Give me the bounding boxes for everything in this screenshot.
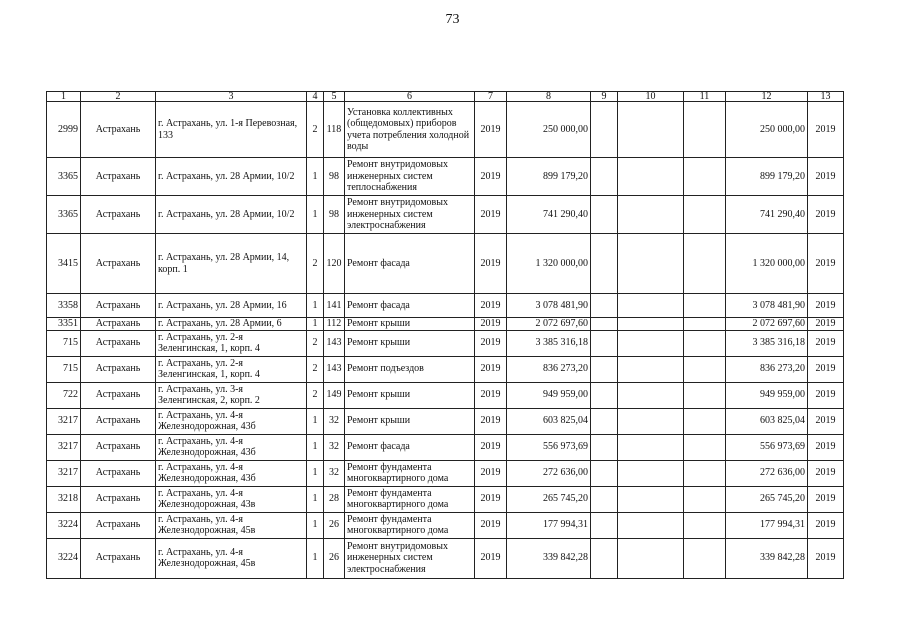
address-cell: г. Астрахань, ул. 4-я Железнодорожная, 45в bbox=[156, 538, 307, 578]
floors-cell: 1 bbox=[307, 408, 324, 434]
end-year-cell: 2019 bbox=[808, 294, 844, 318]
number-cell: 28 bbox=[324, 486, 345, 512]
empty-cell bbox=[684, 382, 726, 408]
city-cell: Астрахань bbox=[81, 382, 156, 408]
work-type-cell: Ремонт фасада bbox=[345, 434, 475, 460]
city-cell: Астрахань bbox=[81, 234, 156, 294]
cost-cell: 3 385 316,18 bbox=[507, 330, 591, 356]
cost-cell: 603 825,04 bbox=[507, 408, 591, 434]
empty-cell bbox=[591, 318, 618, 331]
table-row bbox=[47, 234, 844, 294]
table-row bbox=[47, 512, 844, 538]
year-cell: 2019 bbox=[475, 196, 507, 234]
column-header-6: 6 bbox=[345, 92, 475, 102]
column-header-5: 5 bbox=[324, 92, 345, 102]
cost-cell: 177 994,31 bbox=[507, 512, 591, 538]
empty-cell bbox=[684, 158, 726, 196]
total-cell: 339 842,28 bbox=[726, 538, 808, 578]
column-header-4: 4 bbox=[307, 92, 324, 102]
city-cell: Астрахань bbox=[81, 486, 156, 512]
city-cell: Астрахань bbox=[81, 294, 156, 318]
row-id: 722 bbox=[47, 382, 81, 408]
empty-cell bbox=[618, 234, 684, 294]
city-cell: Астрахань bbox=[81, 330, 156, 356]
work-type-cell: Ремонт внутридомовых инженерных систем электроснабжения bbox=[345, 538, 475, 578]
cost-cell: 339 842,28 bbox=[507, 538, 591, 578]
number-cell: 141 bbox=[324, 294, 345, 318]
empty-cell bbox=[684, 538, 726, 578]
address-cell: г. Астрахань, ул. 3-я Зеленгинская, 2, корп. 2 bbox=[156, 382, 307, 408]
number-cell: 143 bbox=[324, 330, 345, 356]
table-row bbox=[47, 434, 844, 460]
year-cell: 2019 bbox=[475, 434, 507, 460]
city-cell: Астрахань bbox=[81, 356, 156, 382]
row-id: 3351 bbox=[47, 318, 81, 331]
cost-cell: 2 072 697,60 bbox=[507, 318, 591, 331]
total-cell: 556 973,69 bbox=[726, 434, 808, 460]
column-header-1: 1 bbox=[47, 92, 81, 102]
cost-cell: 250 000,00 bbox=[507, 102, 591, 158]
work-type-cell: Ремонт фундамента многоквартирного дома bbox=[345, 460, 475, 486]
work-type-cell: Ремонт фасада bbox=[345, 294, 475, 318]
year-cell: 2019 bbox=[475, 356, 507, 382]
year-cell: 2019 bbox=[475, 318, 507, 331]
city-cell: Астрахань bbox=[81, 158, 156, 196]
empty-cell bbox=[591, 356, 618, 382]
work-type-cell: Ремонт фундамента многоквартирного дома bbox=[345, 512, 475, 538]
work-type-cell: Ремонт крыши bbox=[345, 408, 475, 434]
city-cell: Астрахань bbox=[81, 434, 156, 460]
total-cell: 899 179,20 bbox=[726, 158, 808, 196]
address-cell: г. Астрахань, ул. 4-я Железнодорожная, 43б bbox=[156, 408, 307, 434]
empty-cell bbox=[618, 434, 684, 460]
end-year-cell: 2019 bbox=[808, 158, 844, 196]
page-number: 73 bbox=[445, 12, 460, 27]
empty-cell bbox=[618, 196, 684, 234]
empty-cell bbox=[591, 102, 618, 158]
number-cell: 143 bbox=[324, 356, 345, 382]
empty-cell bbox=[618, 486, 684, 512]
empty-cell bbox=[591, 196, 618, 234]
row-id: 3224 bbox=[47, 512, 81, 538]
year-cell: 2019 bbox=[475, 486, 507, 512]
floors-cell: 1 bbox=[307, 512, 324, 538]
total-cell: 250 000,00 bbox=[726, 102, 808, 158]
header-row bbox=[47, 92, 844, 102]
empty-cell bbox=[684, 318, 726, 331]
empty-cell bbox=[618, 408, 684, 434]
row-id: 3218 bbox=[47, 486, 81, 512]
end-year-cell: 2019 bbox=[808, 356, 844, 382]
year-cell: 2019 bbox=[475, 102, 507, 158]
empty-cell bbox=[618, 318, 684, 331]
empty-cell bbox=[618, 294, 684, 318]
column-header-7: 7 bbox=[475, 92, 507, 102]
address-cell: г. Астрахань, ул. 2-я Зеленгинская, 1, корп. 4 bbox=[156, 330, 307, 356]
address-cell: г. Астрахань, ул. 2-я Зеленгинская, 1, корп. 4 bbox=[156, 356, 307, 382]
empty-cell bbox=[618, 382, 684, 408]
end-year-cell: 2019 bbox=[808, 102, 844, 158]
address-cell: г. Астрахань, ул. 4-я Железнодорожная, 43в bbox=[156, 486, 307, 512]
empty-cell bbox=[591, 382, 618, 408]
address-cell: г. Астрахань, ул. 4-я Железнодорожная, 43б bbox=[156, 460, 307, 486]
floors-cell: 2 bbox=[307, 330, 324, 356]
empty-cell bbox=[618, 356, 684, 382]
floors-cell: 2 bbox=[307, 356, 324, 382]
table-row bbox=[47, 102, 844, 158]
empty-cell bbox=[591, 460, 618, 486]
empty-cell bbox=[684, 234, 726, 294]
row-id: 3224 bbox=[47, 538, 81, 578]
floors-cell: 1 bbox=[307, 158, 324, 196]
year-cell: 2019 bbox=[475, 408, 507, 434]
empty-cell bbox=[684, 512, 726, 538]
empty-cell bbox=[591, 234, 618, 294]
cost-cell: 836 273,20 bbox=[507, 356, 591, 382]
work-type-cell: Ремонт внутридомовых инженерных систем электроснабжения bbox=[345, 196, 475, 234]
cost-cell: 265 745,20 bbox=[507, 486, 591, 512]
floors-cell: 1 bbox=[307, 434, 324, 460]
address-cell: г. Астрахань, ул. 1-я Перевозная, 133 bbox=[156, 102, 307, 158]
empty-cell bbox=[618, 512, 684, 538]
row-id: 3415 bbox=[47, 234, 81, 294]
cost-cell: 272 636,00 bbox=[507, 460, 591, 486]
empty-cell bbox=[618, 102, 684, 158]
number-cell: 26 bbox=[324, 512, 345, 538]
end-year-cell: 2019 bbox=[808, 486, 844, 512]
end-year-cell: 2019 bbox=[808, 330, 844, 356]
empty-cell bbox=[684, 330, 726, 356]
year-cell: 2019 bbox=[475, 234, 507, 294]
row-id: 3358 bbox=[47, 294, 81, 318]
empty-cell bbox=[591, 330, 618, 356]
empty-cell bbox=[591, 408, 618, 434]
floors-cell: 1 bbox=[307, 318, 324, 331]
row-id: 715 bbox=[47, 356, 81, 382]
address-cell: г. Астрахань, ул. 28 Армии, 16 bbox=[156, 294, 307, 318]
end-year-cell: 2019 bbox=[808, 382, 844, 408]
number-cell: 149 bbox=[324, 382, 345, 408]
table-row bbox=[47, 460, 844, 486]
number-cell: 120 bbox=[324, 234, 345, 294]
work-type-cell: Установка коллективных (общедомовых) приборов учета потребления холодной воды bbox=[345, 102, 475, 158]
table-row bbox=[47, 408, 844, 434]
end-year-cell: 2019 bbox=[808, 460, 844, 486]
column-header-2: 2 bbox=[81, 92, 156, 102]
address-cell: г. Астрахань, ул. 4-я Железнодорожная, 45в bbox=[156, 512, 307, 538]
empty-cell bbox=[618, 330, 684, 356]
address-cell: г. Астрахань, ул. 28 Армии, 6 bbox=[156, 318, 307, 331]
number-cell: 32 bbox=[324, 460, 345, 486]
table-row bbox=[47, 356, 844, 382]
floors-cell: 2 bbox=[307, 382, 324, 408]
city-cell: Астрахань bbox=[81, 512, 156, 538]
empty-cell bbox=[591, 512, 618, 538]
city-cell: Астрахань bbox=[81, 196, 156, 234]
address-cell: г. Астрахань, ул. 28 Армии, 10/2 bbox=[156, 158, 307, 196]
row-id: 3217 bbox=[47, 460, 81, 486]
year-cell: 2019 bbox=[475, 158, 507, 196]
cost-cell: 1 320 000,00 bbox=[507, 234, 591, 294]
address-cell: г. Астрахань, ул. 28 Армии, 14, корп. 1 bbox=[156, 234, 307, 294]
end-year-cell: 2019 bbox=[808, 512, 844, 538]
cost-cell: 949 959,00 bbox=[507, 382, 591, 408]
floors-cell: 2 bbox=[307, 102, 324, 158]
end-year-cell: 2019 bbox=[808, 318, 844, 331]
empty-cell bbox=[618, 460, 684, 486]
number-cell: 98 bbox=[324, 158, 345, 196]
row-id: 3365 bbox=[47, 158, 81, 196]
empty-cell bbox=[684, 196, 726, 234]
total-cell: 3 385 316,18 bbox=[726, 330, 808, 356]
table-row bbox=[47, 158, 844, 196]
city-cell: Астрахань bbox=[81, 102, 156, 158]
empty-cell bbox=[591, 486, 618, 512]
cost-cell: 741 290,40 bbox=[507, 196, 591, 234]
end-year-cell: 2019 bbox=[808, 234, 844, 294]
table-body bbox=[47, 102, 844, 579]
cost-cell: 899 179,20 bbox=[507, 158, 591, 196]
total-cell: 3 078 481,90 bbox=[726, 294, 808, 318]
number-cell: 32 bbox=[324, 408, 345, 434]
city-cell: Астрахань bbox=[81, 318, 156, 331]
table-row bbox=[47, 382, 844, 408]
number-cell: 98 bbox=[324, 196, 345, 234]
total-cell: 265 745,20 bbox=[726, 486, 808, 512]
address-cell: г. Астрахань, ул. 28 Армии, 10/2 bbox=[156, 196, 307, 234]
number-cell: 26 bbox=[324, 538, 345, 578]
empty-cell bbox=[684, 408, 726, 434]
column-header-8: 8 bbox=[507, 92, 591, 102]
table-row bbox=[47, 538, 844, 578]
work-type-cell: Ремонт подъездов bbox=[345, 356, 475, 382]
cost-cell: 3 078 481,90 bbox=[507, 294, 591, 318]
total-cell: 603 825,04 bbox=[726, 408, 808, 434]
work-type-cell: Ремонт внутридомовых инженерных систем теплоснабжения bbox=[345, 158, 475, 196]
capital-repair-table bbox=[46, 91, 844, 579]
number-cell: 118 bbox=[324, 102, 345, 158]
work-type-cell: Ремонт фундамента многоквартирного дома bbox=[345, 486, 475, 512]
empty-cell bbox=[684, 294, 726, 318]
empty-cell bbox=[591, 538, 618, 578]
column-header-13: 13 bbox=[808, 92, 844, 102]
floors-cell: 1 bbox=[307, 460, 324, 486]
row-id: 3365 bbox=[47, 196, 81, 234]
year-cell: 2019 bbox=[475, 294, 507, 318]
address-cell: г. Астрахань, ул. 4-я Железнодорожная, 43б bbox=[156, 434, 307, 460]
row-id: 3217 bbox=[47, 434, 81, 460]
empty-cell bbox=[684, 434, 726, 460]
empty-cell bbox=[591, 158, 618, 196]
empty-cell bbox=[684, 460, 726, 486]
year-cell: 2019 bbox=[475, 330, 507, 356]
floors-cell: 1 bbox=[307, 538, 324, 578]
number-cell: 32 bbox=[324, 434, 345, 460]
total-cell: 836 273,20 bbox=[726, 356, 808, 382]
table-row bbox=[47, 330, 844, 356]
city-cell: Астрахань bbox=[81, 538, 156, 578]
end-year-cell: 2019 bbox=[808, 434, 844, 460]
column-header-3: 3 bbox=[156, 92, 307, 102]
empty-cell bbox=[618, 158, 684, 196]
total-cell: 1 320 000,00 bbox=[726, 234, 808, 294]
total-cell: 741 290,40 bbox=[726, 196, 808, 234]
year-cell: 2019 bbox=[475, 382, 507, 408]
column-header-10: 10 bbox=[618, 92, 684, 102]
empty-cell bbox=[591, 294, 618, 318]
table-row bbox=[47, 294, 844, 318]
city-cell: Астрахань bbox=[81, 408, 156, 434]
total-cell: 177 994,31 bbox=[726, 512, 808, 538]
number-cell: 112 bbox=[324, 318, 345, 331]
row-id: 3217 bbox=[47, 408, 81, 434]
empty-cell bbox=[591, 434, 618, 460]
column-header-12: 12 bbox=[726, 92, 808, 102]
empty-cell bbox=[684, 486, 726, 512]
table-row bbox=[47, 486, 844, 512]
table-row bbox=[47, 318, 844, 331]
floors-cell: 1 bbox=[307, 196, 324, 234]
column-header-11: 11 bbox=[684, 92, 726, 102]
work-type-cell: Ремонт крыши bbox=[345, 330, 475, 356]
empty-cell bbox=[618, 538, 684, 578]
table-row bbox=[47, 196, 844, 234]
empty-cell bbox=[684, 102, 726, 158]
city-cell: Астрахань bbox=[81, 460, 156, 486]
floors-cell: 1 bbox=[307, 294, 324, 318]
end-year-cell: 2019 bbox=[808, 538, 844, 578]
empty-cell bbox=[684, 356, 726, 382]
work-type-cell: Ремонт крыши bbox=[345, 382, 475, 408]
work-type-cell: Ремонт фасада bbox=[345, 234, 475, 294]
cost-cell: 556 973,69 bbox=[507, 434, 591, 460]
end-year-cell: 2019 bbox=[808, 196, 844, 234]
end-year-cell: 2019 bbox=[808, 408, 844, 434]
column-header-9: 9 bbox=[591, 92, 618, 102]
work-type-cell: Ремонт крыши bbox=[345, 318, 475, 331]
floors-cell: 2 bbox=[307, 234, 324, 294]
year-cell: 2019 bbox=[475, 460, 507, 486]
floors-cell: 1 bbox=[307, 486, 324, 512]
total-cell: 272 636,00 bbox=[726, 460, 808, 486]
row-id: 715 bbox=[47, 330, 81, 356]
year-cell: 2019 bbox=[475, 538, 507, 578]
row-id: 2999 bbox=[47, 102, 81, 158]
year-cell: 2019 bbox=[475, 512, 507, 538]
total-cell: 2 072 697,60 bbox=[726, 318, 808, 331]
total-cell: 949 959,00 bbox=[726, 382, 808, 408]
